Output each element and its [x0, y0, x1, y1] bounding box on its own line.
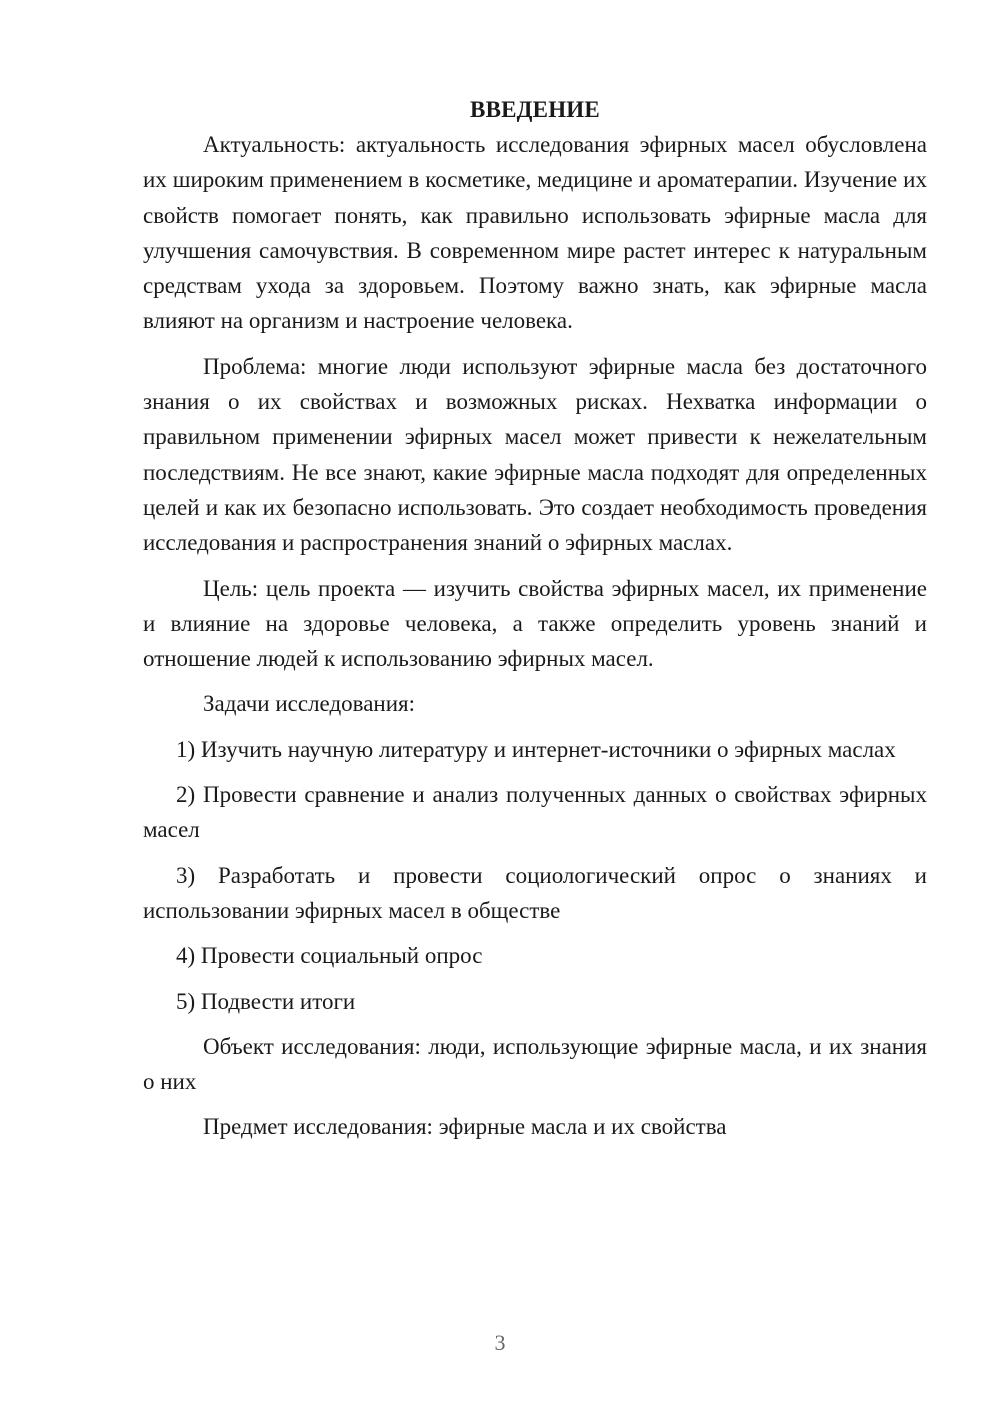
relevance-paragraph: Актуальность: актуальность исследования эфирных масел обусловлена их широким применением в косметике, медицине и ароматерапии. Изучение их свойств помогает понять, как правильно использовать эфирные масла для улучшения самочувствия. В современном мире растет интерес к натуральным средствам ухода за здоровьем. Поэтому важно знать, как эфирные масла влияют на организм и настроение человека.	[143, 132, 927, 334]
object-paragraph: Объект исследования: люди, использующие эфирные масла, и их знания о них	[143, 1033, 927, 1095]
task-item: 2) Провести сравнение и анализ полученных данных о свойствах эфирных масел	[143, 782, 927, 843]
task-item: 5) Подвести итоги	[176, 988, 356, 1014]
task-item: 4) Провести социальный опрос	[176, 943, 483, 969]
subject-paragraph: Предмет исследования: эфирные масла и их свойства	[203, 1114, 727, 1140]
task-item: 3) Разработать и провести социологический опрос о знаниях и использовании эфирных масел в обществе	[143, 862, 927, 923]
problem-paragraph: Проблема: многие люди используют эфирные масла без достаточного знания о их свойствах и возможных рисках. Нехватка информации о правильном применении эфирных масел может привести к нежелательным последствиям. Не все знают, какие эфирные масла подходят для определенных целей и как их безопасно использовать. Это создает необходимость проведения исследования и распространения знаний о эфирных маслах.	[143, 353, 927, 556]
task-item: 1) Изучить научную литературу и интернет-источники о эфирных маслах	[176, 736, 896, 762]
document-page	[143, 92, 927, 1155]
goal-paragraph: Цель: цель проекта — изучить свойства эфирных масел, их применение и влияние на здоровье человека, а также определить уровень знаний и отношение людей к использованию эфирных масел.	[143, 575, 927, 672]
page-title: ВВЕДЕНИЕ	[470, 97, 600, 122]
page-number: 3	[494, 1330, 506, 1355]
tasks-heading: Задачи исследования:	[203, 691, 416, 717]
